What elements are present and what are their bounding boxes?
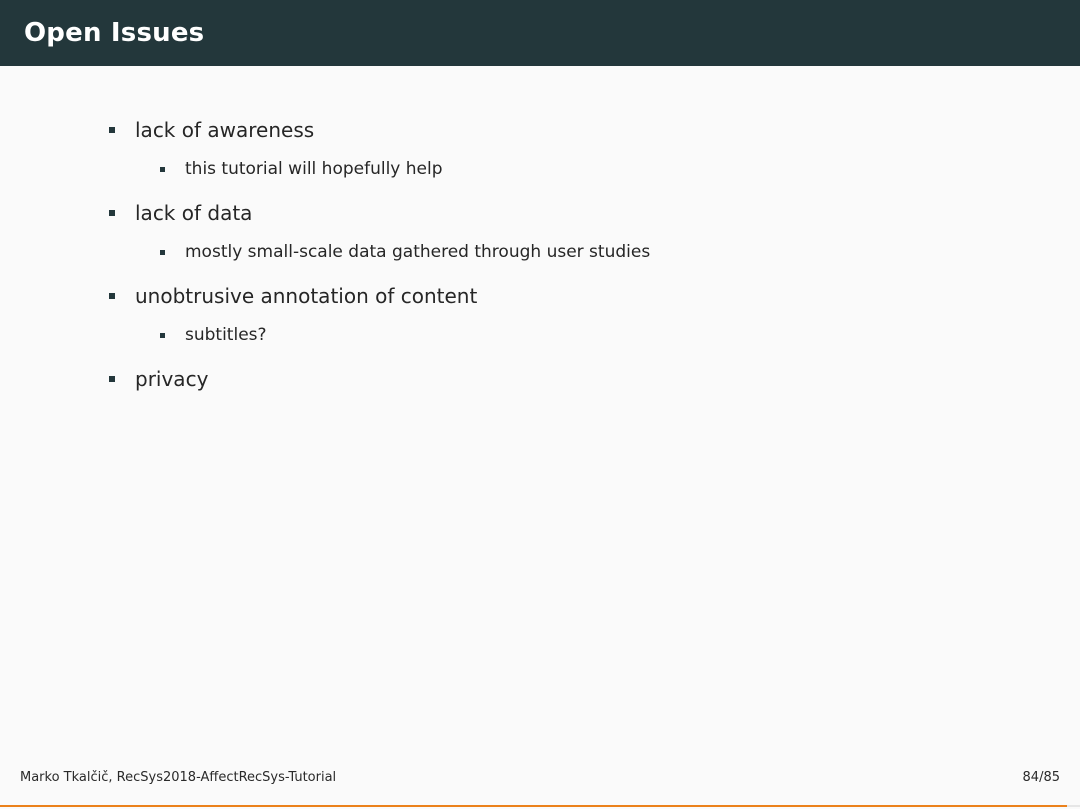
square-bullet-icon [160, 250, 165, 255]
title-bar [0, 0, 1080, 66]
slide-title: Open Issues [24, 18, 205, 48]
footer-author: Marko Tkalčič, RecSys2018-AffectRecSys-Tutorial [20, 770, 337, 785]
sub-bullet-item [160, 159, 443, 179]
slide-footer [0, 768, 1080, 792]
bullet-item [109, 201, 252, 225]
sub-bullet-text: this tutorial will hopefully help [185, 159, 443, 179]
bullet-text: privacy [135, 367, 209, 391]
square-bullet-icon [160, 167, 165, 172]
sub-bullet-text: subtitles? [185, 325, 267, 345]
slide-content [0, 66, 1080, 766]
page-number: 84/85 [1022, 770, 1060, 785]
bullet-item [109, 284, 477, 308]
square-bullet-icon [109, 376, 115, 382]
square-bullet-icon [160, 333, 165, 338]
progress-bar-fill [0, 805, 1067, 807]
square-bullet-icon [109, 127, 115, 133]
bullet-item [109, 118, 314, 142]
bullet-item [109, 367, 208, 391]
bullet-text: lack of data [135, 201, 253, 225]
bullet-text: unobtrusive annotation of content [135, 284, 478, 308]
square-bullet-icon [109, 293, 115, 299]
sub-bullet-item [160, 325, 267, 345]
sub-bullet-item [160, 242, 650, 262]
progress-bar [0, 805, 1080, 807]
bullet-text: lack of awareness [135, 118, 315, 142]
square-bullet-icon [109, 210, 115, 216]
sub-bullet-text: mostly small-scale data gathered through user studies [185, 242, 651, 262]
